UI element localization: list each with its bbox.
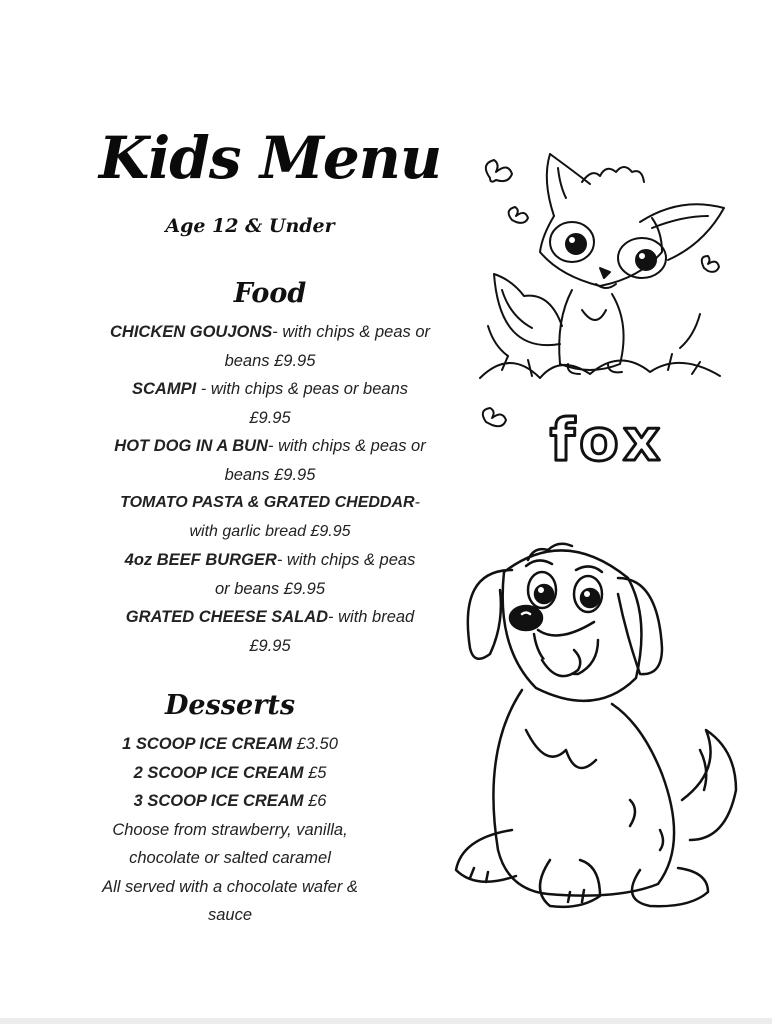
food-item: GRATED CHEESE SALAD- with bread £9.95 bbox=[125, 608, 415, 655]
food-item: SCAMPI - with chips & peas or beans £9.95 bbox=[131, 380, 409, 427]
dessert-item: 3 SCOOP ICE CREAM £6 bbox=[133, 792, 327, 810]
dessert-item: 2 SCOOP ICE CREAM £5 bbox=[133, 763, 327, 782]
menu-title: Kids Menu bbox=[98, 124, 442, 192]
food-item: 4oz BEEF BURGER- with chips & peas or beans £9.95 bbox=[124, 551, 416, 598]
butterfly-icon bbox=[483, 408, 506, 426]
butterfly-icon bbox=[486, 160, 512, 182]
food-item: CHICKEN GOUJONS- with chips & peas or beans £9.95 bbox=[109, 323, 430, 370]
food-item: HOT DOG IN A BUN- with chips & peas or beans £9.95 bbox=[114, 437, 426, 484]
dessert-note: All served with a chocolate wafer & bbox=[102, 877, 358, 896]
dog-illustration bbox=[430, 530, 750, 940]
dessert-note: Choose from strawberry, vanilla, bbox=[112, 820, 348, 839]
dessert-note: sauce bbox=[207, 906, 253, 924]
fox-label-art bbox=[550, 406, 665, 474]
butterfly-icon bbox=[702, 256, 719, 272]
food-item: TOMATO PASTA & GRATED CHEDDAR- with garlic bread £9.95 bbox=[120, 494, 420, 540]
food-heading: Food bbox=[233, 278, 307, 309]
food-list bbox=[70, 318, 470, 660]
desserts-heading: Desserts bbox=[164, 690, 296, 721]
fox-label: fox bbox=[549, 406, 665, 474]
dessert-item: 1 SCOOP ICE CREAM £3.50 bbox=[122, 735, 338, 753]
page-bottom-strip bbox=[0, 1018, 772, 1024]
age-subtitle: Age 12 & Under bbox=[165, 215, 335, 237]
fox-illustration bbox=[472, 130, 742, 480]
butterfly-icon bbox=[509, 207, 528, 223]
dessert-note: chocolate or salted caramel bbox=[129, 849, 331, 867]
desserts-list bbox=[30, 730, 430, 930]
